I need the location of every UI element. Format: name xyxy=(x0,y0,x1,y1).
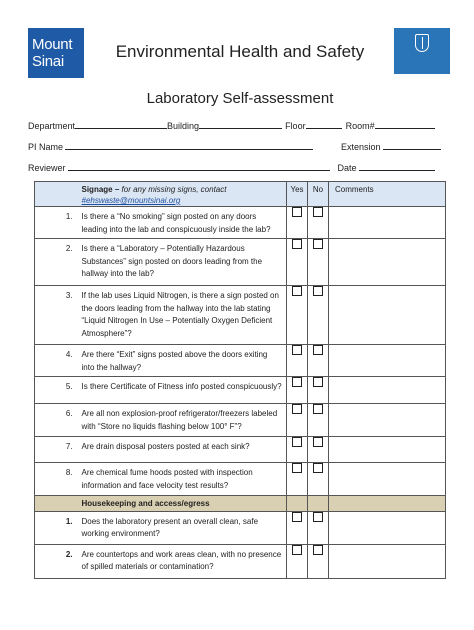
no-checkbox[interactable] xyxy=(313,463,323,473)
page-title: Environmental Health and Safety xyxy=(115,42,365,61)
building-field[interactable] xyxy=(199,120,282,129)
item-number: 8. xyxy=(35,463,79,496)
signage-dash: – xyxy=(112,185,122,194)
assessment-table xyxy=(34,181,446,579)
no-checkbox[interactable] xyxy=(313,377,323,387)
building-label: Building xyxy=(167,121,200,131)
signage-heading: Signage xyxy=(81,185,113,194)
comments-cell[interactable] xyxy=(329,437,446,463)
table-row xyxy=(35,377,446,404)
department-label: Department xyxy=(28,121,76,131)
floor-field[interactable] xyxy=(306,120,342,129)
table-row xyxy=(35,511,446,544)
field-row-reviewer xyxy=(28,162,435,173)
pi-name-field[interactable] xyxy=(65,141,313,150)
pi-name-label: PI Name xyxy=(28,142,64,152)
item-question: Is there a “Laboratory – Potentially Hazardous Substances” sign posted on doors leading from the hallway into the lab? xyxy=(79,239,287,286)
table-row xyxy=(35,404,446,437)
field-row-department xyxy=(28,120,435,131)
room-field[interactable] xyxy=(375,120,435,129)
no-checkbox[interactable] xyxy=(313,512,323,522)
comments-cell[interactable] xyxy=(329,544,446,578)
extension-label: Extension xyxy=(341,142,381,152)
comments-cell[interactable] xyxy=(329,207,446,239)
logo-text-line2: Sinai xyxy=(32,53,64,70)
housekeeping-heading: Housekeeping and access/egress xyxy=(79,496,287,512)
signage-note: for any missing signs, contact xyxy=(121,185,227,194)
comments-cell[interactable] xyxy=(329,345,446,377)
room-label: Room# xyxy=(345,121,375,131)
table-row xyxy=(35,463,446,496)
caduceus-icon xyxy=(415,34,429,52)
table-row xyxy=(35,207,446,239)
no-checkbox[interactable] xyxy=(313,345,323,355)
department-field[interactable] xyxy=(75,120,167,129)
field-row-pi xyxy=(28,141,441,152)
yes-checkbox[interactable] xyxy=(292,404,302,414)
table-row xyxy=(35,286,446,345)
comments-cell[interactable] xyxy=(329,463,446,496)
logo-text-line1: Mount xyxy=(32,36,73,53)
comments-cell[interactable] xyxy=(329,511,446,544)
housekeeping-section-row xyxy=(35,496,446,512)
yes-checkbox[interactable] xyxy=(292,512,302,522)
floor-label: Floor xyxy=(285,121,306,131)
date-field[interactable] xyxy=(359,162,435,171)
yes-checkbox[interactable] xyxy=(292,463,302,473)
no-checkbox[interactable] xyxy=(313,286,323,296)
reviewer-label: Reviewer xyxy=(28,163,66,173)
no-checkbox[interactable] xyxy=(313,437,323,447)
signage-email-link[interactable]: #ehswaste@mountsinai.org xyxy=(81,196,181,205)
item-number: 7. xyxy=(35,437,79,463)
item-question: Are there “Exit” signs posted above the doors exiting into the hallway? xyxy=(79,345,287,377)
date-label: Date xyxy=(337,163,357,173)
yes-checkbox[interactable] xyxy=(292,286,302,296)
item-number: 1. xyxy=(35,511,79,544)
comments-cell[interactable] xyxy=(329,286,446,345)
no-checkbox[interactable] xyxy=(313,207,323,217)
item-number: 4. xyxy=(35,345,79,377)
yes-checkbox[interactable] xyxy=(292,207,302,217)
item-question: Is there a “No smoking” sign posted on any doors leading into the lab and conspicuously inside the lab? xyxy=(79,207,287,239)
item-number: 1. xyxy=(35,207,79,239)
comments-cell[interactable] xyxy=(329,377,446,404)
item-question: Are chemical fume hoods posted with inspection information and face velocity test results? xyxy=(79,463,287,496)
item-number: 2. xyxy=(35,544,79,578)
item-question: Are countertops and work areas clean, with no presence of spilled materials or contamination? xyxy=(79,544,287,578)
item-number: 2. xyxy=(35,239,79,286)
comments-cell[interactable] xyxy=(329,239,446,286)
yes-column-header: Yes xyxy=(287,182,308,207)
extension-field[interactable] xyxy=(383,141,441,150)
item-question: If the lab uses Liquid Nitrogen, is there a sign posted on the doors leading from the hallway into the lab stating “Liquid Nitrogen In Use – Potentially Oxygen Deficient Atmosphere”? xyxy=(79,286,287,345)
signage-header-row xyxy=(35,182,446,207)
reviewer-field[interactable] xyxy=(68,162,330,171)
no-checkbox[interactable] xyxy=(313,239,323,249)
table-row xyxy=(35,544,446,578)
item-number: 3. xyxy=(35,286,79,345)
no-checkbox[interactable] xyxy=(313,404,323,414)
comments-cell[interactable] xyxy=(329,404,446,437)
item-question: Are all non explosion-proof refrigerator/freezers labeled with “Store no liquids flashing below 100° F”? xyxy=(79,404,287,437)
comments-column-header: Comments xyxy=(329,182,446,207)
no-column-header: No xyxy=(308,182,329,207)
yes-checkbox[interactable] xyxy=(292,545,302,555)
yes-checkbox[interactable] xyxy=(292,377,302,387)
item-question: Does the laboratory present an overall clean, safe working environment? xyxy=(79,511,287,544)
yes-checkbox[interactable] xyxy=(292,239,302,249)
signage-heading-cell xyxy=(79,182,287,207)
yes-checkbox[interactable] xyxy=(292,345,302,355)
item-number: 6. xyxy=(35,404,79,437)
item-number: 5. xyxy=(35,377,79,404)
page-subtitle: Laboratory Self-assessment xyxy=(146,90,334,107)
table-row xyxy=(35,345,446,377)
item-question: Are drain disposal posters posted at each sink? xyxy=(79,437,287,463)
yes-checkbox[interactable] xyxy=(292,437,302,447)
table-row xyxy=(35,437,446,463)
item-question: Is there Certificate of Fitness info posted conspicuously? xyxy=(79,377,287,404)
no-checkbox[interactable] xyxy=(313,545,323,555)
table-row xyxy=(35,239,446,286)
mount-sinai-logo xyxy=(28,28,84,78)
school-of-medicine-seal-logo xyxy=(394,28,450,74)
